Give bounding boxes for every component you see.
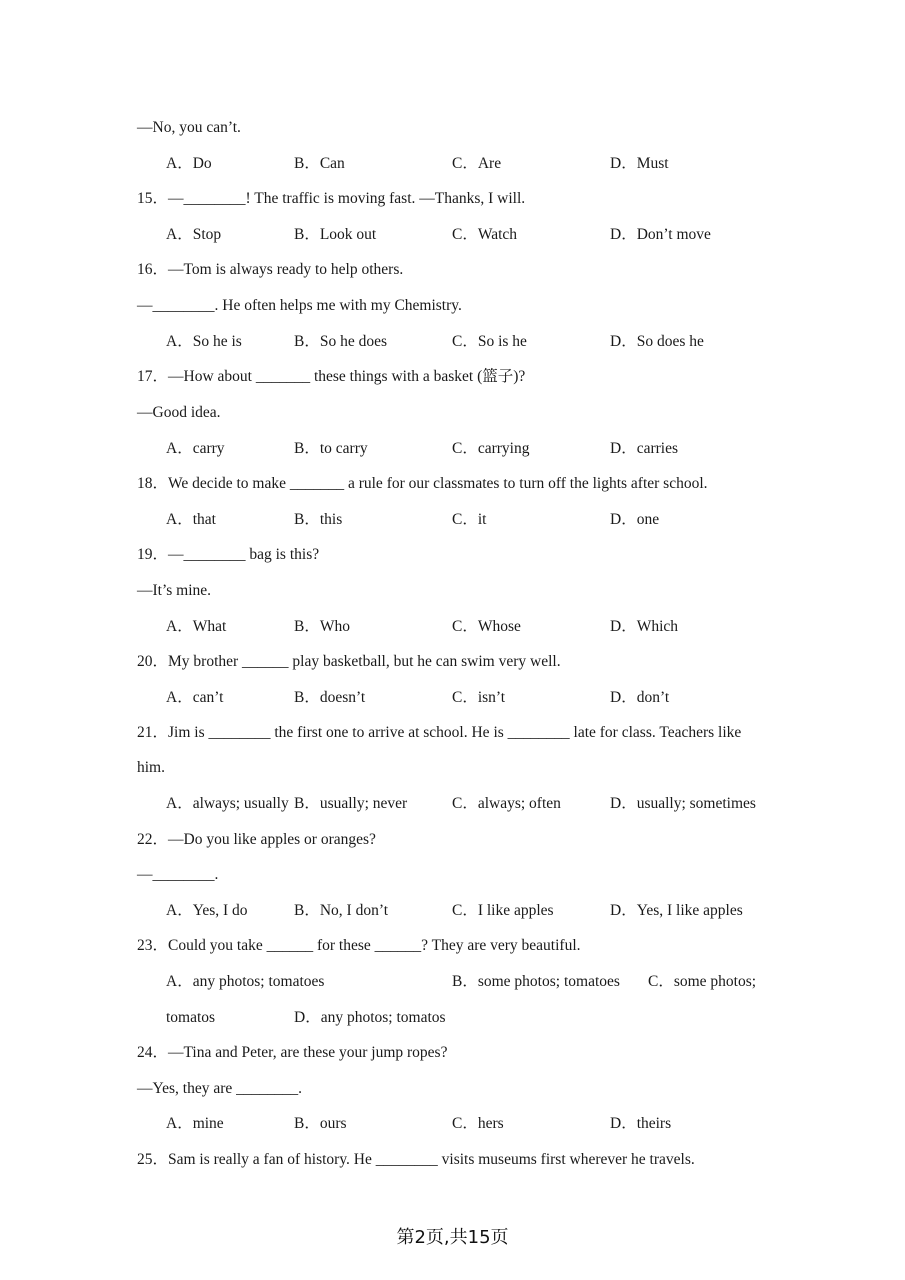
- option-b: B．to carry: [294, 440, 368, 457]
- option-d: D．Don’t move: [610, 226, 711, 243]
- option-d: D．don’t: [610, 689, 670, 706]
- q16-options: [0, 331, 905, 353]
- q22-answer-line: —________.: [137, 866, 219, 883]
- option-a: A．Yes, I do: [166, 902, 248, 919]
- option-a: A．carry: [166, 440, 225, 457]
- q24-stem: 24．—Tina and Peter, are these your jump ropes?: [137, 1044, 448, 1061]
- option-d: D．carries: [610, 440, 678, 457]
- option-c: C．always; often: [452, 795, 561, 812]
- option-a: A．So he is: [166, 333, 242, 350]
- q15-options: [0, 224, 905, 246]
- q25-stem: 25．Sam is really a fan of history. He ________ visits museums first wherever he travels.: [137, 1151, 695, 1168]
- option-a: A．always; usually: [166, 795, 289, 812]
- q21-stem-continued: him.: [137, 759, 165, 776]
- q16-answer-line: —________. He often helps me with my Chemistry.: [137, 297, 462, 314]
- q19-answer-line: —It’s mine.: [137, 582, 212, 599]
- q21-options: [0, 793, 905, 815]
- option-a: A．mine: [166, 1115, 224, 1132]
- q23-options-row1: [0, 971, 905, 993]
- q17-stem: 17．—How about _______ these things with a basket (篮子)?: [137, 368, 526, 385]
- option-b: B．ours: [294, 1115, 347, 1132]
- option-d: D．theirs: [610, 1115, 672, 1132]
- q20-stem: 20．My brother ______ play basketball, but he can swim very well.: [137, 653, 561, 670]
- q16-stem: 16．—Tom is always ready to help others.: [137, 261, 404, 278]
- option-a: A．any photos; tomatoes: [166, 973, 325, 990]
- q23-stem: 23．Could you take ______ for these ______? They are very beautiful.: [137, 937, 581, 954]
- option-b: B．Can: [294, 155, 345, 172]
- q14-answer-line: —No, you can’t.: [137, 119, 241, 136]
- option-d: D．any photos; tomatos: [294, 1009, 446, 1026]
- option-b: B．some photos; tomatoes: [452, 973, 620, 990]
- option-c: C．carrying: [452, 440, 530, 457]
- option-c: C．So is he: [452, 333, 527, 350]
- q19-options: [0, 616, 905, 638]
- option-d: D．usually; sometimes: [610, 795, 756, 812]
- option-d: D．Yes, I like apples: [610, 902, 743, 919]
- q14-options: [0, 153, 905, 175]
- option-c: C．some photos;: [648, 973, 757, 990]
- option-c: C．hers: [452, 1115, 504, 1132]
- option-c-continued: tomatos: [166, 1009, 216, 1026]
- q18-options: [0, 509, 905, 531]
- q19-stem: 19．—________ bag is this?: [137, 546, 320, 563]
- q15-stem: 15．—________! The traffic is moving fast. —Thanks, I will.: [137, 190, 526, 207]
- option-a: A．What: [166, 618, 227, 635]
- q18-stem: 18．We decide to make _______ a rule for our classmates to turn off the lights after school.: [137, 475, 708, 492]
- option-c: C．it: [452, 511, 487, 528]
- q17-answer-line: —Good idea.: [137, 404, 221, 421]
- option-b: B．doesn’t: [294, 689, 366, 706]
- q24-answer-line: —Yes, they are ________.: [137, 1080, 303, 1097]
- option-c: C．isn’t: [452, 689, 506, 706]
- option-c: C．Whose: [452, 618, 521, 635]
- option-a: A．Stop: [166, 226, 222, 243]
- q21-stem: 21．Jim is ________ the first one to arrive at school. He is ________ late for class. Teachers like: [137, 724, 742, 741]
- option-a: A．can’t: [166, 689, 224, 706]
- option-d: D．So does he: [610, 333, 704, 350]
- option-a: A．that: [166, 511, 216, 528]
- option-b: B．this: [294, 511, 343, 528]
- option-d: D．one: [610, 511, 660, 528]
- option-c: C．Watch: [452, 226, 518, 243]
- q17-options: [0, 438, 905, 460]
- option-a: A．Do: [166, 155, 212, 172]
- option-b: B．Look out: [294, 226, 377, 243]
- option-b: B．So he does: [294, 333, 388, 350]
- q22-stem: 22．—Do you like apples or oranges?: [137, 831, 376, 848]
- option-b: B．No, I don’t: [294, 902, 389, 919]
- q20-options: [0, 687, 905, 709]
- q24-options: [0, 1113, 905, 1135]
- option-d: D．Must: [610, 155, 669, 172]
- option-c: C．Are: [452, 155, 502, 172]
- q22-options: [0, 900, 905, 922]
- option-c: C．I like apples: [452, 902, 554, 919]
- option-b: B．usually; never: [294, 795, 408, 812]
- page-footer: 第2页,共15页: [396, 1227, 509, 1248]
- option-b: B．Who: [294, 618, 350, 635]
- q23-options-row2: [0, 1007, 905, 1029]
- option-d: D．Which: [610, 618, 679, 635]
